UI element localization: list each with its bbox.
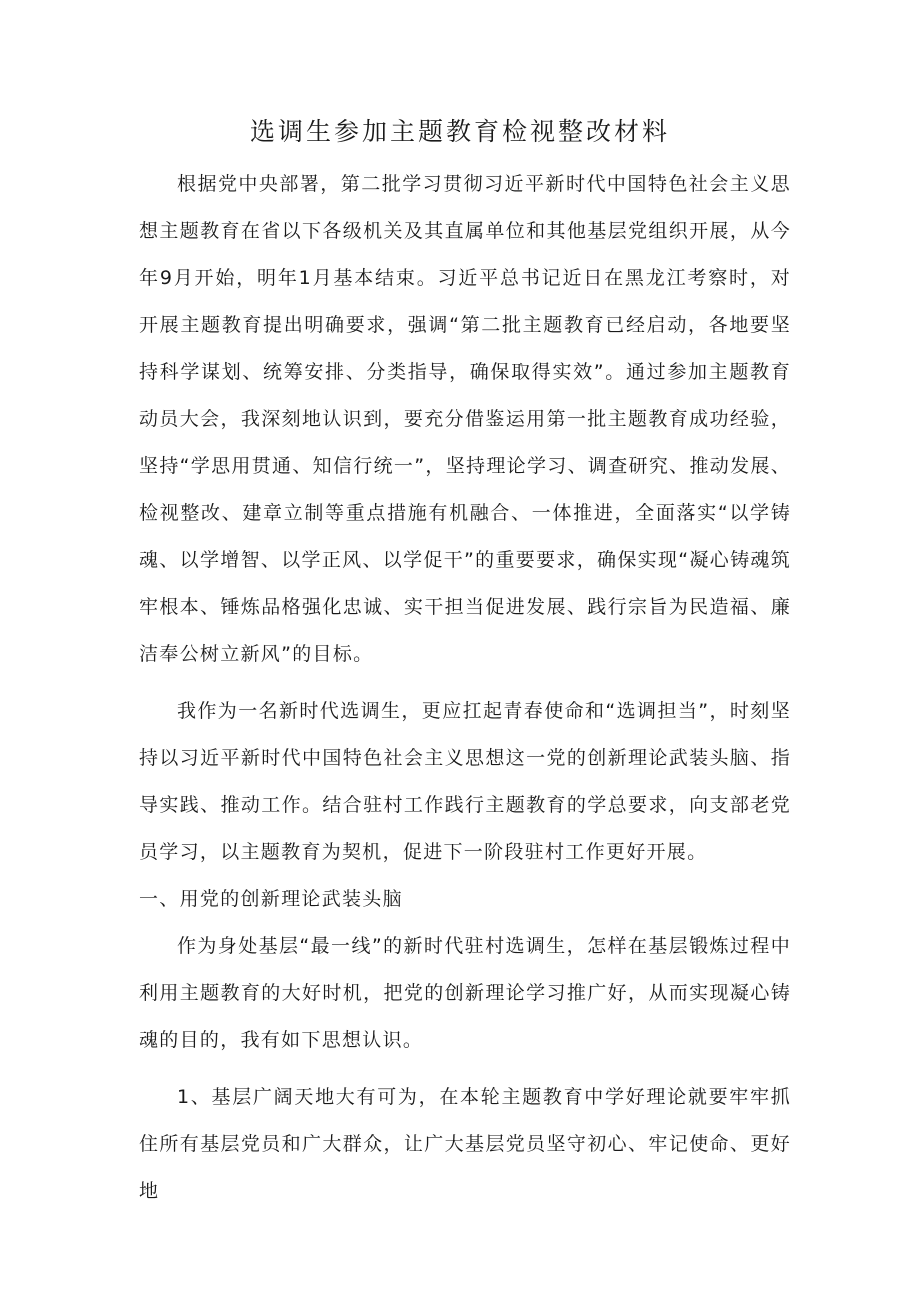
document-body <box>139 161 791 1215</box>
paragraph-personal-commitment: 我作为一名新时代选调生，更应扛起青春使命和“选调担当”，时刻坚持以习近平新时代中国特色社会主义思想这一党的创新理论武装头脑、指导实践、推动工作。结合驻村工作践行主题教育的学总要求，向支部老党员学习，以主题教育为契机，促进下一阶段驻村工作更好开展。 <box>139 700 791 863</box>
section-heading-1: 一、用党的创新理论武装头脑 <box>139 888 403 910</box>
document-title: 选调生参加主题教育检视整改材料 <box>249 117 670 146</box>
paragraph-point-1: 1、基层广阔天地大有可为，在本轮主题教育中学好理论就要牢牢抓住所有基层党员和广大群众，让广大基层党员坚守初心、牢记使命、更好地 <box>139 1086 791 1202</box>
paragraph-section-1-intro: 作为身处基层“最一线”的新时代驻村选调生，怎样在基层锻炼过程中利用主题教育的大好时机，把党的创新理论学习推广好，从而实现凝心铸魂的目的，我有如下思想认识。 <box>139 935 791 1051</box>
paragraph-intro: 根据党中央部署，第二批学习贯彻习近平新时代中国特色社会主义思想主题教育在省以下各级机关及其直属单位和其他基层党组织开展，从今年9月开始，明年1月基本结束。习近平总书记近日在黑龙江考察时，对开展主题教育提出明确要求，强调“第二批主题教育已经启动，各地要坚持科学谋划、统筹安排、分类指导，确保取得实效”。通过参加主题教育动员大会，我深刻地认识到，要充分借鉴运用第一批主题教育成功经验，坚持“学思用贯通、知信行统一”，坚持理论学习、调查研究、推动发展、检视整改、建章立制等重点措施有机融合、一体推进，全面落实“以学铸魂、以学增智、以学正风、以学促干”的重要要求，确保实现“凝心铸魂筑牢根本、锤炼品格强化忠诚、实干担当促进发展、践行宗旨为民造福、廉洁奉公树立新风”的目标。 <box>139 173 791 665</box>
